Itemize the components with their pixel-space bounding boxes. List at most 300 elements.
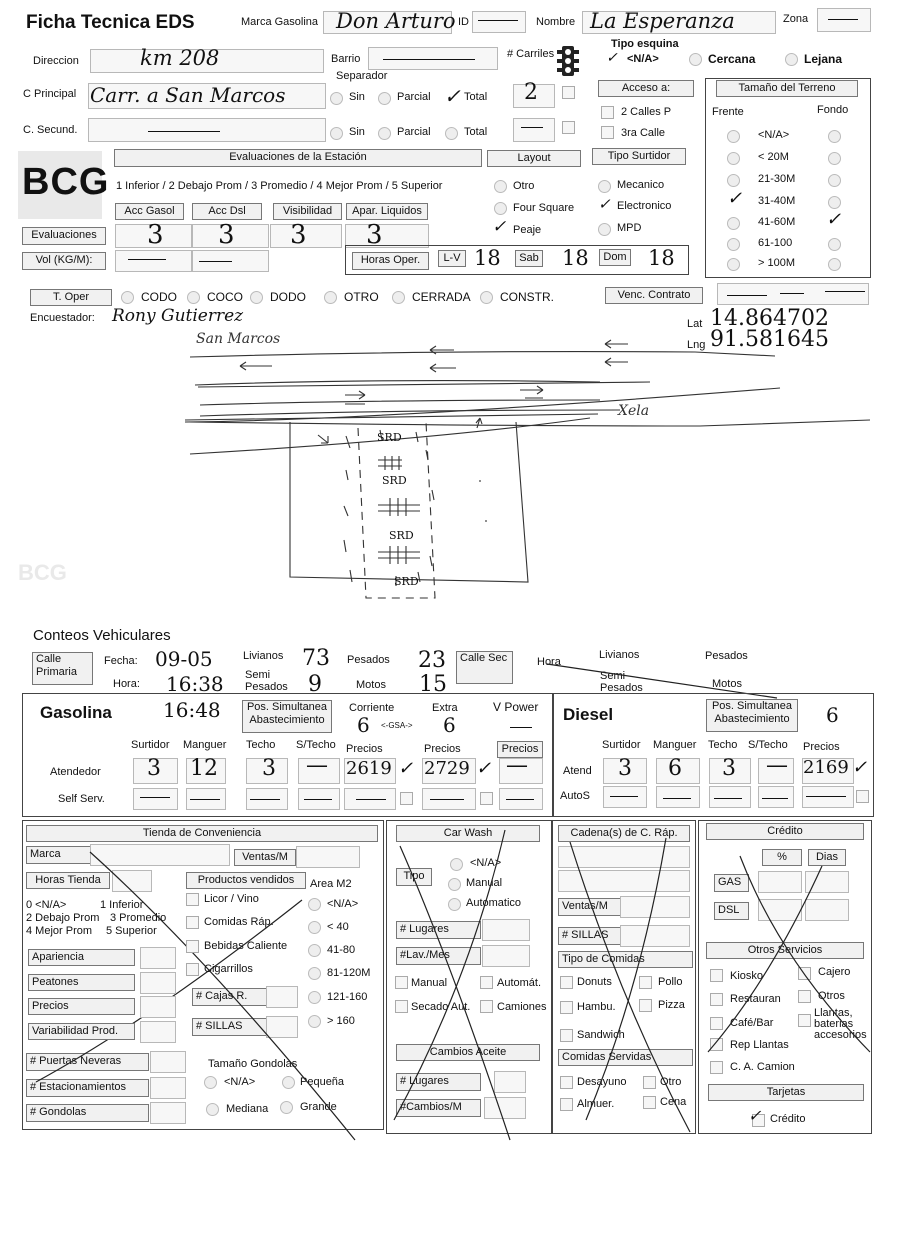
road-line-9: [190, 420, 870, 426]
frente-radio-4[interactable]: [727, 217, 740, 230]
serv-cajero-label: Cajero: [818, 966, 851, 978]
sep2-parcial-radio[interactable]: [378, 127, 391, 140]
sep2-total-label: Total: [464, 126, 488, 138]
conteos-title: Conteos Vehiculares: [33, 627, 171, 644]
frente-radio-5[interactable]: [727, 238, 740, 251]
frente-radio-2[interactable]: [727, 174, 740, 187]
estacionamientos-label: # Estacionamientos: [26, 1079, 149, 1097]
terreno-opt-1: < 20M: [758, 151, 789, 163]
oper-label-1: COCO: [207, 290, 243, 304]
carriles-label: # Carriles: [507, 48, 555, 60]
oper-label-5: CONSTR.: [500, 290, 554, 304]
barrio-label: Barrio: [331, 53, 361, 65]
lejana-radio[interactable]: [785, 53, 798, 66]
surtidor-electronico-check: ✓: [598, 195, 611, 213]
tienda-eval-field-0[interactable]: [140, 947, 176, 969]
arrow-left-4: [430, 364, 456, 372]
pesados-label: Pesados: [347, 654, 390, 666]
fondo-radio-5[interactable]: [828, 238, 841, 251]
serv-camion-label: C. A. Camion: [730, 1061, 795, 1073]
producto-check-1[interactable]: [186, 916, 199, 929]
sab-label: Sab: [515, 250, 543, 267]
atendedor-label: Atendedor: [50, 766, 101, 778]
area-radio-0[interactable]: [308, 898, 321, 911]
direccion-label: Direccion: [33, 55, 79, 67]
sep-total-check: ✓: [444, 84, 461, 108]
producto-label-2: Bebidas Caliente: [204, 940, 288, 952]
nombre-value: La Esperanza: [590, 9, 735, 33]
frente-radio-1[interactable]: [727, 152, 740, 165]
serv-otros-label: Otros: [818, 990, 845, 1002]
marca-label: Marca Gasolina: [241, 16, 319, 28]
road-line-1: [190, 352, 775, 357]
sep2-parcial-label: Parcial: [397, 126, 431, 138]
tienda-eval-label-3: Variabilidad Prod.: [28, 1023, 135, 1040]
sep-sin-radio[interactable]: [330, 92, 343, 105]
diesel-title: Diesel: [563, 705, 614, 724]
scale-1: 1 Inferior: [100, 899, 144, 911]
servida-desayuno-label: Desayuno: [577, 1076, 627, 1088]
acceso-2calles-label: 2 Calles P: [621, 106, 672, 118]
autos-precio-field[interactable]: [802, 786, 854, 808]
lat-value: 14.864702: [710, 306, 829, 331]
arrow-right-1: [345, 391, 365, 399]
tienda-header: Tienda de Conveniencia: [26, 825, 378, 842]
evaluaciones-row-label: Evaluaciones: [22, 227, 106, 245]
sab-value: 18: [562, 246, 589, 270]
dsl-techo-value: 3: [722, 756, 736, 781]
gas-col-techo: Techo: [246, 739, 276, 751]
producto-label-0: Licor / Vino: [204, 893, 259, 905]
extra-label: Extra: [432, 702, 458, 714]
arrow-left-2: [430, 346, 454, 354]
dsl-surtidor-value: 3: [618, 756, 632, 781]
producto-check-2[interactable]: [186, 940, 199, 953]
carwash-opt-auto-label: Automát.: [497, 977, 542, 989]
productos-label: Productos vendidos: [186, 872, 306, 889]
layout-otro-radio[interactable]: [494, 180, 507, 193]
autos-dash-1: [610, 796, 638, 797]
id-field[interactable]: [472, 11, 526, 33]
cercana-radio[interactable]: [689, 53, 702, 66]
livianos2-label: Livianos: [599, 649, 640, 661]
calle-primaria-label: Calle Primaria: [32, 652, 93, 685]
vol-label: Vol (KG/M):: [22, 252, 106, 270]
layout-peaje-label: Peaje: [513, 224, 542, 236]
oper-radio-0[interactable]: [121, 291, 134, 304]
gas-precios-1-label: Precios: [346, 743, 383, 755]
frente-radio-0[interactable]: [727, 130, 740, 143]
fondo-label: Fondo: [817, 104, 849, 116]
carriles-value: 2: [524, 80, 538, 105]
self-surtidor-field[interactable]: [133, 788, 178, 810]
zona-field[interactable]: [817, 8, 871, 32]
carriles2-dash: [521, 127, 543, 128]
curb-marks: [344, 430, 434, 586]
area-radio-4[interactable]: [308, 991, 321, 1004]
self-dash-7: [506, 799, 534, 800]
road-line-4: [200, 400, 600, 405]
layout-four-radio[interactable]: [494, 202, 507, 215]
gas-precio-1-value: 2619: [346, 758, 392, 779]
livianos-value: 73: [302, 646, 330, 671]
vol-dash-1: [128, 259, 166, 260]
encuestador-value: Rony Gutierrez: [112, 306, 244, 326]
tarjetas-header: Tarjetas: [708, 1084, 864, 1101]
dsl-stecho-value: —: [766, 753, 788, 778]
servida-almuer-label: Almuer.: [577, 1098, 615, 1110]
self-dash-2: [190, 799, 220, 800]
fondo-radio-0[interactable]: [828, 130, 841, 143]
dom-label: Dom: [599, 249, 631, 266]
gasolina-time: 16:48: [163, 698, 221, 722]
zona-dash: [828, 19, 858, 20]
self-dash-1: [140, 797, 170, 798]
terreno-opt-5: 61-100: [758, 237, 793, 249]
comida-hambu-label: Hambu.: [577, 1001, 616, 1013]
form-title: Ficha Tecnica EDS: [26, 12, 195, 33]
acceso-3ra-check[interactable]: [601, 126, 614, 139]
oper-radio-2[interactable]: [250, 291, 263, 304]
gas-col-stecho: S/Techo: [296, 739, 336, 751]
vol-field-1[interactable]: [115, 250, 192, 272]
surtidor-mpd-radio[interactable]: [598, 223, 611, 236]
cercana-label: Cercana: [708, 52, 756, 66]
area-radio-3[interactable]: [308, 967, 321, 980]
arrow-left-3: [605, 340, 628, 348]
tienda-ventas-label: Ventas/M: [234, 849, 296, 866]
sep-total-label: Total: [464, 91, 488, 103]
cprincipal-label: C Principal: [23, 88, 77, 100]
comida-pizza-label: Pizza: [658, 999, 685, 1011]
gondola-pequena-label: Pequeña: [300, 1076, 345, 1088]
eval-scale: 1 Inferior / 2 Debajo Prom / 3 Promedio / 4 Mejor Prom / 5 Superior: [116, 180, 443, 192]
tipo-esquina-label: Tipo esquina: [611, 38, 679, 50]
fondo-radio-6[interactable]: [828, 258, 841, 271]
eval-value-1: 3: [147, 220, 164, 250]
carwash-manual-label: Manual: [466, 877, 503, 889]
gas-precio-1-check: ✓: [398, 758, 414, 779]
self-dash-5: [356, 799, 386, 800]
tipo-surtidor-header: Tipo Surtidor: [592, 148, 686, 165]
area-radio-1[interactable]: [308, 921, 321, 934]
producto-label-1: Comidas Ráp.: [204, 916, 274, 928]
arrow-left-1: [240, 362, 272, 370]
sep2-sin-radio[interactable]: [330, 127, 343, 140]
area-label-2: 41-80: [327, 944, 356, 956]
venc-contrato-field[interactable]: [717, 283, 869, 305]
motos-label: Motos: [356, 679, 386, 691]
eval-value-3: 3: [290, 220, 307, 250]
lv-label: L-V: [438, 250, 466, 267]
surtidor-mecanico-radio[interactable]: [598, 180, 611, 193]
lat-label: Lat: [687, 318, 703, 330]
fondo-check-4: ✓: [826, 209, 842, 230]
gasolina-title: Gasolina: [40, 703, 112, 722]
terreno-opt-4: 41-60M: [758, 216, 796, 228]
station-sketch: [180, 330, 880, 610]
serv-cafe-label: Café/Bar: [730, 1017, 774, 1029]
terreno-opt-6: > 100M: [758, 257, 795, 269]
oper-label-3: OTRO: [344, 290, 379, 304]
acceso-2calles-check[interactable]: [601, 106, 614, 119]
semi-pesados-label: Semi Pesados: [245, 669, 288, 693]
gas-precios-3-label: Precios: [497, 741, 543, 758]
tienda-marca-label: Marca: [26, 846, 91, 864]
gas-precios-2-label: Precios: [424, 743, 461, 755]
pesados2-label: Pesados: [705, 650, 748, 662]
corriente-value: 6: [357, 713, 370, 737]
scale-2: 2 Debajo Prom: [26, 912, 100, 924]
acceso-3ra-label: 3ra Calle: [621, 127, 666, 139]
scale-5: 5 Superior: [106, 925, 157, 937]
carwash-auto-label: Automatico: [466, 897, 522, 909]
otros-servicios-header: Otros Servicios: [706, 942, 864, 959]
arrow-in: [318, 435, 328, 443]
bcg-logo: [18, 151, 110, 219]
atend-label: Atend: [563, 765, 592, 777]
hora-label: Hora:: [113, 678, 140, 690]
surtidor-mecanico-label: Mecanico: [617, 179, 665, 191]
self-precio-2-check[interactable]: [480, 792, 493, 805]
tipo-comidas-label: Tipo de Comidas: [558, 951, 693, 968]
area-label-0: <N/A>: [327, 898, 359, 910]
carwash-opt-manual-label: Manual: [411, 977, 448, 989]
fecha-value: 09-05: [155, 647, 213, 671]
road-line-6: [185, 388, 780, 422]
fecha-label: Fecha:: [104, 655, 138, 667]
arrow-left-5: [605, 358, 628, 366]
puertas-label: # Puertas Neveras: [26, 1053, 149, 1071]
diesel-pos-value: 6: [826, 703, 839, 727]
oper-radio-4[interactable]: [392, 291, 405, 304]
cajas-label: # Cajas R.: [192, 988, 267, 1006]
self-precio-1-check[interactable]: [400, 792, 413, 805]
autos-label: AutoS: [560, 790, 590, 802]
layout-header: Layout: [487, 150, 581, 167]
id-label: ID: [458, 16, 469, 28]
producto-check-3[interactable]: [186, 963, 199, 976]
terreno-opt-0: <N/A>: [758, 129, 790, 141]
sep2-sin-label: Sin: [349, 126, 365, 138]
tienda-sillas-label: # SILLAS: [192, 1018, 267, 1036]
area-radio-5[interactable]: [308, 1015, 321, 1028]
oper-radio-1[interactable]: [187, 291, 200, 304]
cprincipal-value: Carr. a San Marcos: [90, 83, 286, 107]
gas-techo-value: 3: [262, 756, 276, 781]
servida-otro-label: Otro: [660, 1076, 682, 1088]
tienda-eval-label-2: Precios: [28, 998, 135, 1015]
gas-precio-2-value: 2729: [424, 758, 470, 779]
tienda-eval-field-3[interactable]: [140, 1021, 176, 1043]
comida-donuts-label: Donuts: [577, 976, 612, 988]
sketch-dots: [480, 480, 486, 522]
horas-tienda-label: Horas Tienda: [26, 872, 110, 889]
area-label-4: 121-160: [327, 991, 368, 1003]
autos-dash-5: [806, 796, 846, 797]
semi-pesados-value: 9: [308, 672, 322, 697]
credito-header: Crédito: [706, 823, 864, 840]
frente-label: Frente: [712, 106, 744, 118]
area-radio-2[interactable]: [308, 944, 321, 957]
surtidor-mpd-label: MPD: [617, 222, 642, 234]
direccion-value: km 208: [140, 46, 220, 70]
oper-radio-3[interactable]: [324, 291, 337, 304]
autos-precio-check[interactable]: [856, 790, 869, 803]
carwash-lugares-label: # Lugares: [396, 921, 481, 939]
vpower-label: V Power: [493, 700, 539, 714]
gas-precio-2-check: ✓: [476, 758, 492, 779]
dsl-precios-label: Precios: [803, 741, 840, 753]
motos-value: 15: [419, 672, 447, 697]
gas-pos-label: Pos. Simultanea Abastecimiento: [242, 700, 332, 733]
fondo-radio-2[interactable]: [828, 174, 841, 187]
csecund-label: C. Secund.: [23, 124, 78, 136]
csecund-field[interactable]: [88, 118, 326, 142]
cambios-mes-label: #Cambios/M: [396, 1099, 481, 1117]
venc-contrato-label: Venc. Contrato: [605, 287, 703, 304]
gsa-label: <-GSA->: [381, 721, 413, 730]
frente-radio-6[interactable]: [727, 258, 740, 271]
gas-stecho-value: —: [306, 753, 328, 778]
gondolas-label: # Gondolas: [26, 1104, 149, 1122]
traffic-light-icon: [557, 45, 579, 77]
dom-value: 18: [648, 246, 675, 270]
serv-rep-llantas-label: Rep Llantas: [730, 1039, 789, 1051]
dsl-precio-check: ✓: [852, 757, 868, 778]
layout-peaje-check: ✓: [492, 217, 507, 237]
self-dash-6: [430, 799, 464, 800]
serv-llantas-label: Llantas, baterias accesorios: [814, 1007, 867, 1041]
visibilidad-label: Visibilidad: [273, 203, 342, 220]
scale-3: 3 Promedio: [110, 912, 167, 924]
bcg-logo-text: BCG: [22, 161, 110, 203]
dsl-col-techo: Techo: [708, 739, 738, 751]
dsl-col-stecho: S/Techo: [748, 739, 788, 751]
autos-manguer-field[interactable]: [656, 786, 700, 808]
gondola-grande-label: Grande: [300, 1101, 337, 1113]
eval-value-4: 3: [366, 220, 383, 250]
autos-stecho-field[interactable]: [758, 786, 794, 808]
dsl-col-manguer: Manguer: [653, 739, 697, 751]
autos-dash-2: [663, 798, 691, 799]
comida-pollo-label: Pollo: [658, 976, 683, 988]
motos2-label: Motos: [712, 678, 742, 690]
acc-gasol-label: Acc Gasol: [115, 203, 184, 220]
autos-dash-4: [762, 798, 788, 799]
gas-precio-3-value: —: [506, 753, 528, 778]
oper-label-4: CERRADA: [412, 290, 471, 304]
encuestador-label: Encuestador:: [30, 312, 95, 324]
carriles-check[interactable]: [562, 86, 575, 99]
venc-dash-1: [727, 295, 767, 296]
id-dash: [478, 20, 518, 21]
pump-1: [378, 456, 402, 470]
corriente-label: Corriente: [349, 702, 395, 714]
carriles2-check[interactable]: [562, 121, 575, 134]
pesados-value: 23: [418, 648, 446, 673]
pump-label-2: SRD: [382, 474, 407, 487]
lng-label: Lng: [687, 339, 706, 351]
tarjeta-credito-mark: ✓: [748, 1106, 762, 1125]
tienda-eval-label-0: Apariencia: [28, 949, 135, 966]
arrow-right-2: [520, 386, 543, 394]
apar-liquidos-label: Apar. Liquidos: [346, 203, 428, 220]
cadena-ventas-label: Ventas/M: [558, 898, 621, 916]
fondo-radio-3[interactable]: [828, 196, 841, 209]
carwash-tipo-label: Tipo: [396, 868, 432, 886]
credito-gas-label: GAS: [714, 874, 749, 892]
area-label-5: > 160: [327, 1015, 355, 1027]
frente-check-3: ✓: [727, 188, 743, 209]
tarjeta-credito-label: Crédito: [770, 1113, 806, 1125]
producto-check-0[interactable]: [186, 893, 199, 906]
terreno-opt-3: 31-40M: [758, 195, 796, 207]
acc-dsl-label: Acc Dsl: [192, 203, 262, 220]
tienda-eval-field-1[interactable]: [140, 972, 176, 994]
hora-value: 16:38: [166, 672, 224, 696]
servida-cena-label: Cena: [660, 1096, 687, 1108]
tienda-eval-field-2[interactable]: [140, 996, 176, 1018]
extra-value: 6: [443, 713, 456, 737]
oper-label-2: DODO: [270, 290, 306, 304]
zona-label: Zona: [783, 13, 809, 25]
scale-0: 0 <N/A>: [26, 899, 67, 911]
pump-2: [378, 498, 420, 516]
credito-dias-label: Dias: [808, 849, 846, 866]
cross-out-strokes: [0, 820, 909, 1150]
cadena-header: Cadena(s) de C. Ráp.: [558, 825, 690, 842]
vol-dash-2: [199, 261, 232, 262]
lv-value: 18: [474, 246, 501, 270]
dsl-precio-value: 2169: [803, 757, 849, 778]
cambios-header: Cambios Aceite: [396, 1044, 540, 1061]
carwash-lavmes-label: #Lav./Mes: [396, 947, 481, 965]
area-label-3: 81-120M: [327, 967, 371, 979]
carriles2-field[interactable]: [513, 118, 555, 142]
gondola-mediana-label: Mediana: [226, 1103, 269, 1115]
credito-pct-label: %: [762, 849, 802, 866]
layout-otro-label: Otro: [513, 180, 535, 192]
vpower-dash: [510, 727, 532, 728]
dsl-col-surtidor: Surtidor: [602, 739, 641, 751]
carwash-header: Car Wash: [396, 825, 540, 842]
area-label: Area M2: [310, 878, 352, 890]
calle-sec-label: Calle Sec: [456, 651, 513, 684]
surtidor-electronico-label: Electronico: [617, 200, 672, 212]
autos-surtidor-field[interactable]: [603, 786, 647, 808]
self-dash-3: [250, 799, 280, 800]
fondo-radio-1[interactable]: [828, 152, 841, 165]
oper-radio-5[interactable]: [480, 291, 493, 304]
tam-gondolas-label: Tamaño Gondolas: [208, 1058, 298, 1070]
sep2-total-radio[interactable]: [445, 127, 458, 140]
comida-sandwich-label: Sandwich: [577, 1029, 625, 1041]
hora2-label: Hora: [537, 656, 561, 668]
layout-four-label: Four Square: [513, 202, 575, 214]
autos-techo-field[interactable]: [709, 786, 751, 808]
lng-value: 91.581645: [710, 327, 829, 352]
area-label-1: < 40: [327, 921, 349, 933]
evaluaciones-header: Evaluaciones de la Estación: [114, 149, 482, 167]
producto-label-3: Cigarrillos: [204, 963, 253, 975]
tipo-esquina-check: ✓: [606, 50, 618, 66]
sep-parcial-radio[interactable]: [378, 92, 391, 105]
pump-label-3: SRD: [389, 529, 414, 542]
acceso-header: Acceso a:: [598, 80, 694, 97]
road-label-bottom: Xela: [618, 403, 650, 419]
cadena-sillas-label: # SILLAS: [558, 927, 621, 945]
